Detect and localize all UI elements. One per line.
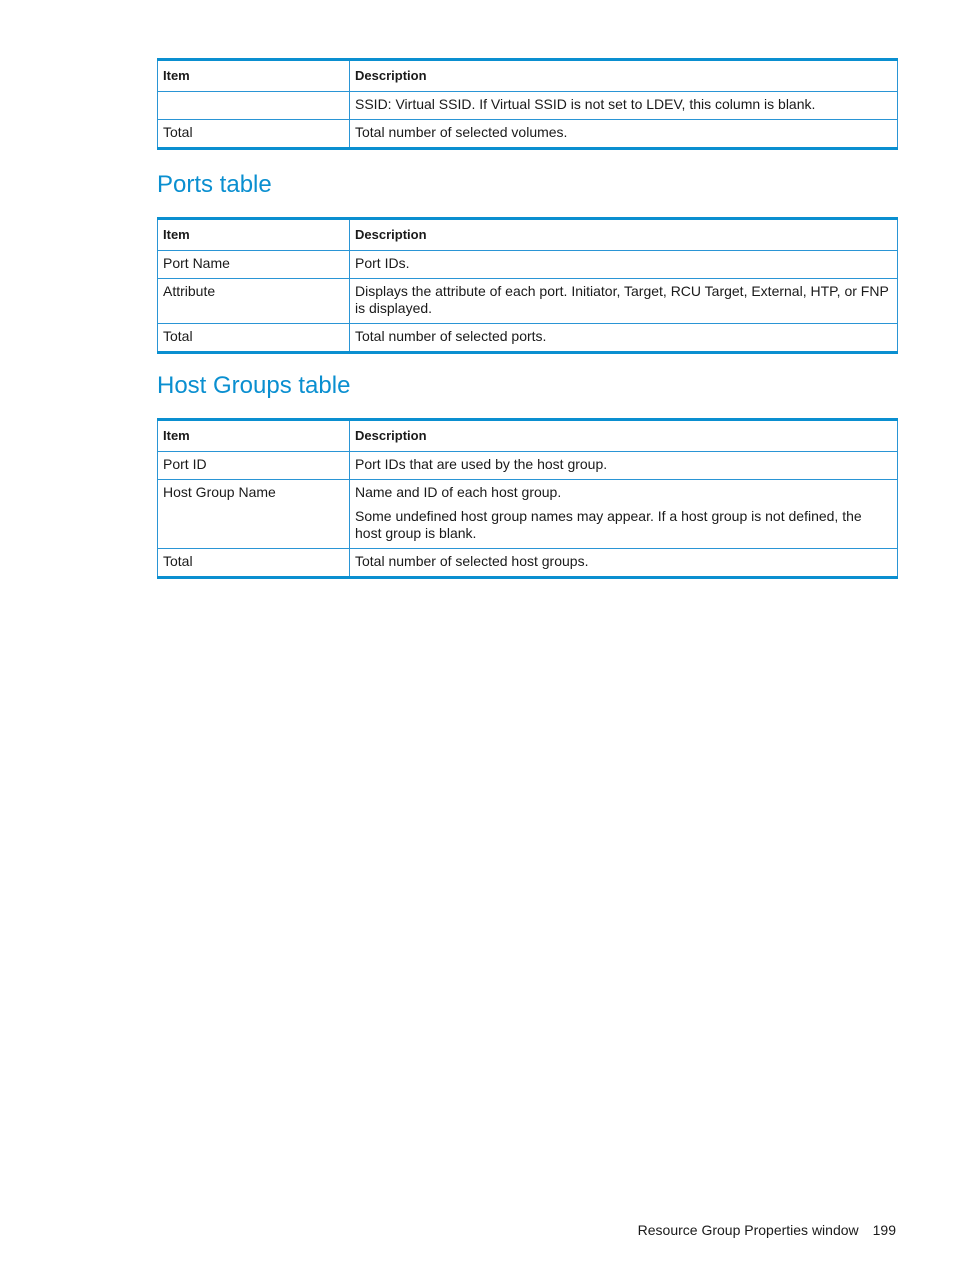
- column-header-description: Description: [350, 60, 898, 92]
- table-row: [158, 92, 898, 120]
- table-row: [158, 452, 898, 480]
- description-text: Total number of selected ports.: [355, 328, 547, 344]
- host-groups-table-heading: Host Groups table: [157, 372, 351, 399]
- column-header-description: Description: [350, 420, 898, 452]
- table-row: [158, 324, 898, 353]
- footer-section-title: Resource Group Properties window: [637, 1222, 859, 1238]
- description-cell: [350, 92, 898, 120]
- description-text: SSID: Virtual SSID. If Virtual SSID is not set to LDEV, this column is blank.: [355, 96, 816, 112]
- page-number: 199: [872, 1222, 896, 1238]
- column-header-description: Description: [350, 219, 898, 251]
- description-cell: [350, 549, 898, 578]
- item-cell: [158, 92, 350, 120]
- table-row: [158, 251, 898, 279]
- description-cell: [350, 279, 898, 324]
- table-header-row: [158, 219, 898, 251]
- description-cell: [350, 120, 898, 149]
- description-text: Port IDs that are used by the host group.: [355, 456, 608, 472]
- item-cell: Host Group Name: [158, 480, 350, 549]
- ports-table-heading: Ports table: [157, 171, 272, 198]
- item-cell: Attribute: [158, 279, 350, 324]
- description-cell: [350, 452, 898, 480]
- item-cell: Total: [158, 324, 350, 353]
- ports-table: [157, 217, 898, 354]
- page-footer: [638, 1222, 896, 1238]
- description-text: Total number of selected volumes.: [355, 124, 568, 140]
- description-cell: [350, 480, 898, 549]
- table-row: [158, 279, 898, 324]
- item-cell: Total: [158, 120, 350, 149]
- volumes-table-continued: [157, 58, 898, 150]
- table-row: [158, 549, 898, 578]
- table-row: [158, 120, 898, 149]
- description-cell: [350, 251, 898, 279]
- table-header-row: [158, 60, 898, 92]
- item-cell: Port ID: [158, 452, 350, 480]
- table-row: [158, 480, 898, 549]
- item-cell: Total: [158, 549, 350, 578]
- description-text: Some undefined host group names may appear. If a host group is not defined, the host group is blank.: [355, 508, 862, 541]
- table-header-row: [158, 420, 898, 452]
- host-groups-table: [157, 418, 898, 579]
- description-text: Port IDs.: [355, 255, 410, 271]
- description-cell: [350, 324, 898, 353]
- description-text: Name and ID of each host group.: [355, 484, 562, 500]
- description-text: Total number of selected host groups.: [355, 553, 589, 569]
- column-header-item: Item: [158, 420, 350, 452]
- column-header-item: Item: [158, 60, 350, 92]
- item-cell: Port Name: [158, 251, 350, 279]
- description-text: Displays the attribute of each port. Initiator, Target, RCU Target, External, HTP, or FNP is displayed.: [355, 283, 889, 316]
- column-header-item: Item: [158, 219, 350, 251]
